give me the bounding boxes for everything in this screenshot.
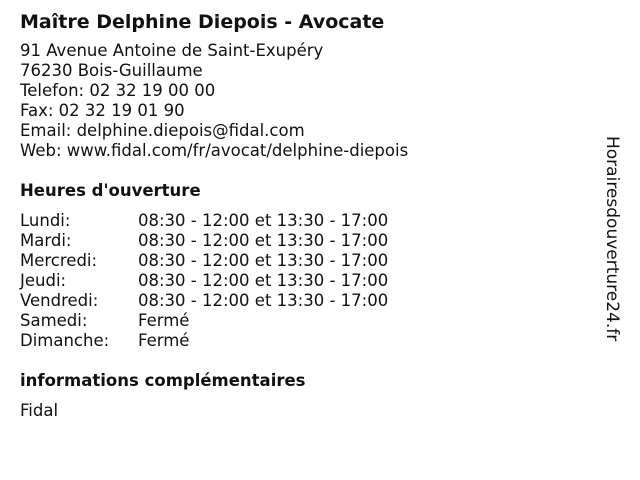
hours-time: 08:30 - 12:00 et 13:30 - 17:00 bbox=[138, 251, 389, 270]
phone-number: Telefon: 02 32 19 00 00 bbox=[20, 81, 216, 100]
hours-time: 08:30 - 12:00 et 13:30 - 17:00 bbox=[138, 211, 389, 230]
hours-day: Lundi: bbox=[20, 211, 71, 230]
hours-row-wednesday bbox=[20, 251, 600, 271]
additional-info-text: Fidal bbox=[20, 401, 59, 420]
page-title: Maître Delphine Diepois - Avocate bbox=[20, 11, 385, 33]
street-address: 91 Avenue Antoine de Saint-Exupéry bbox=[20, 41, 324, 60]
city-address: 76230 Bois-Guillaume bbox=[20, 61, 203, 80]
hours-day: Mercredi: bbox=[20, 251, 98, 270]
hours-day: Vendredi: bbox=[20, 291, 99, 310]
website-link: Web: www.fidal.com/fr/avocat/delphine-diepois bbox=[20, 141, 409, 160]
hours-time: 08:30 - 12:00 et 13:30 - 17:00 bbox=[138, 231, 389, 250]
contact-block bbox=[20, 41, 600, 161]
hours-day: Dimanche: bbox=[20, 331, 110, 350]
hours-time: 08:30 - 12:00 et 13:30 - 17:00 bbox=[138, 271, 389, 290]
fax-number: Fax: 02 32 19 01 90 bbox=[20, 101, 185, 120]
site-watermark: Horairesdouverture24.fr bbox=[602, 136, 622, 342]
hours-time: Fermé bbox=[138, 311, 190, 330]
opening-hours-table bbox=[20, 211, 600, 351]
hours-row-monday bbox=[20, 211, 600, 231]
hours-day: Jeudi: bbox=[20, 271, 67, 290]
hours-time: 08:30 - 12:00 et 13:30 - 17:00 bbox=[138, 291, 389, 310]
opening-hours-heading: Heures d'ouverture bbox=[20, 181, 201, 200]
business-card bbox=[20, 10, 600, 421]
additional-info-heading: informations complémentaires bbox=[20, 371, 306, 390]
email-address: Email: delphine.diepois@fidal.com bbox=[20, 121, 305, 140]
hours-time: Fermé bbox=[138, 331, 190, 350]
hours-day: Samedi: bbox=[20, 311, 88, 330]
hours-row-saturday bbox=[20, 311, 600, 331]
hours-row-thursday bbox=[20, 271, 600, 291]
hours-row-tuesday bbox=[20, 231, 600, 251]
hours-row-friday bbox=[20, 291, 600, 311]
hours-day: Mardi: bbox=[20, 231, 72, 250]
hours-row-sunday bbox=[20, 331, 600, 351]
